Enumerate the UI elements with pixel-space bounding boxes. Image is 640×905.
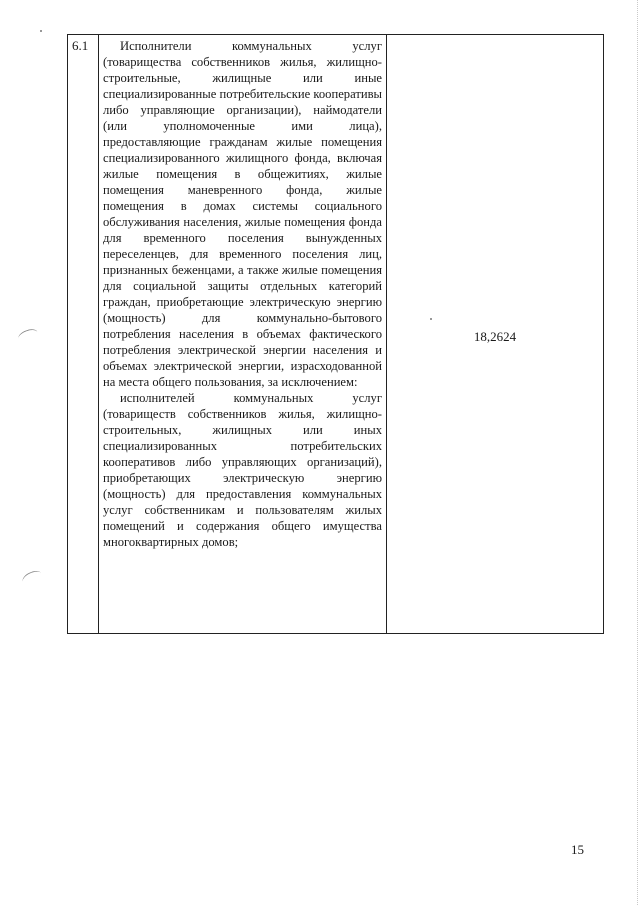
exception-paragraph: исполнителей коммунальных услуг (товариществ собственников жилья, жилищно-строительных, жилищных или иных специализированных потребительских кооперативов либо управляющих организаций), приобретающих электрическую энергию (мощность) для предоставления коммунальных услуг собственникам и пользователям жилых помещений и содержания общего имущества многоквартирных домов;	[103, 391, 382, 549]
scan-mark	[21, 568, 44, 586]
scan-dot	[40, 30, 42, 32]
row-number: 6.1	[72, 38, 89, 53]
row-description-cell	[99, 35, 387, 634]
row-value-cell	[387, 35, 604, 634]
description-paragraph: Исполнители коммунальных услуг (товарищества собственников жилья, жилищно-строительные, жилищные или иные специализированные потребительские кооперативы либо управляющие организации), наймодатели (или уполномоченные ими лица), предоставляющие гражданам жилые помещения специализированного жилищного фонда, включая жилые помещения в общежитиях, жилые помещения маневренного фонда, жилые помещения в домах системы социального обслуживания населения, жилые помещения фонда для временного поселения вынужденных переселенцев, для временного поселения лиц, признанных беженцами, а также жилые помещения для социальной защиты отдельных категорий граждан, приобретающие электрическую энергию (мощность) для коммунально-бытового потребления населения в объемах фактического потребления электрической энергии населения и объемах электрической энергии, израсходованной на места общего пользования, за исключением:	[103, 39, 382, 389]
scan-mark	[17, 327, 40, 344]
row-value: 18,2624	[473, 329, 517, 344]
tariff-table	[67, 34, 604, 634]
row-number-cell	[68, 35, 99, 634]
table-row	[68, 35, 604, 634]
page-edge-line	[636, 0, 638, 905]
page-number: 15	[571, 842, 584, 857]
